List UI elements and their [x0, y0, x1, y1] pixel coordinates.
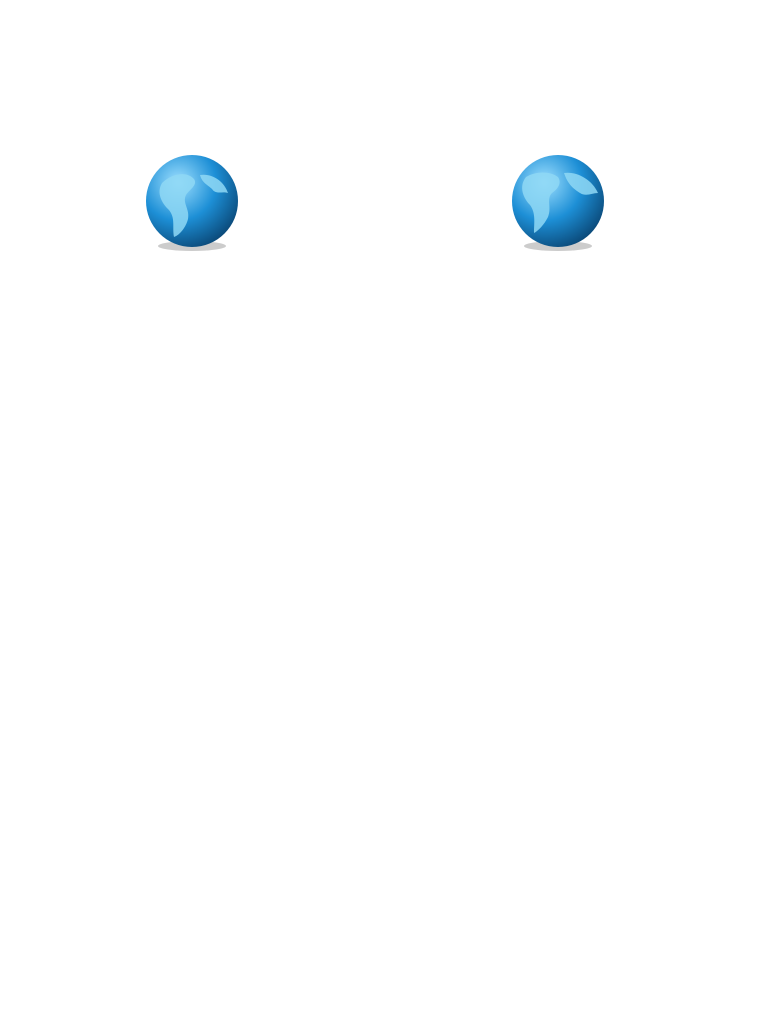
page-title: [90, 80, 680, 130]
globe-icon: [508, 153, 608, 253]
globe-icon: [142, 153, 242, 253]
